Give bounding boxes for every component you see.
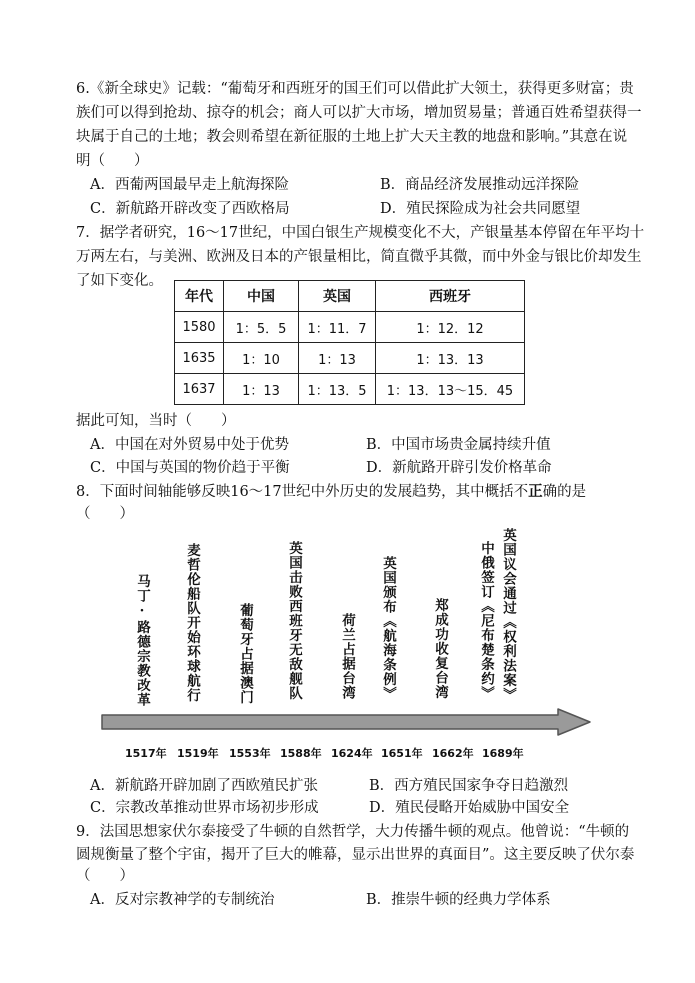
table-cell: 1：5．5: [224, 312, 299, 343]
q8-line-2: （ ）: [76, 506, 134, 522]
table-cell: 1：11．7: [299, 312, 376, 343]
table-cell: 1：13．13: [376, 343, 525, 374]
q6-option-b[interactable]: B．商品经济发展推动远洋探险: [380, 177, 580, 193]
timeline-year: 1588年: [280, 747, 322, 760]
table-cell: 1：12．12: [376, 312, 525, 343]
timeline-year: 1517年: [125, 747, 167, 760]
q6-option-c[interactable]: C．新航路开辟改变了西欧格局: [90, 201, 290, 217]
timeline-event-3: 葡萄牙占据澳门: [237, 603, 253, 705]
q7-option-a[interactable]: A．中国在对外贸易中处于优势: [90, 437, 289, 453]
q6-option-d[interactable]: D．殖民探险成为社会共同愿望: [380, 201, 581, 217]
table-header-cell: 英国: [299, 281, 376, 312]
q7-option-d[interactable]: D．新航路开辟引发价格革命: [366, 460, 552, 476]
q7-option-b[interactable]: B．中国市场贵金属持续升值: [366, 437, 551, 453]
q9-line-1: 9．法国思想家伏尔泰接受了牛顿的自然哲学，大力传播牛顿的观点。他曾说：“牛顿的: [76, 824, 630, 840]
table-cell: 1637: [175, 374, 224, 405]
table-row: [175, 343, 525, 374]
q9-option-a[interactable]: A．反对宗教神学的专制统治: [90, 892, 275, 908]
table-header-cell: 年代: [175, 281, 224, 312]
table-header-row: [175, 281, 525, 312]
q7-option-c[interactable]: C．中国与英国的物价趋于平衡: [90, 460, 290, 476]
timeline-event-6: 英国颁布《航海条例》: [380, 556, 396, 701]
q6-line-1: 6.《新全球史》记载：“葡萄牙和西班牙的国王们可以借此扩大领土，获得更多财富；贵: [76, 81, 634, 97]
table-cell: 1：13: [224, 374, 299, 405]
table-cell: 1：13．5: [299, 374, 376, 405]
timeline-year: 1624年: [331, 747, 373, 760]
timeline-year: 1553年: [229, 747, 271, 760]
timeline-event-9: 英国议会通过《权利法案》: [500, 528, 516, 702]
q6-option-a[interactable]: A．西葡两国最早走上航海探险: [90, 177, 289, 193]
table-cell: 1580: [175, 312, 224, 343]
q6-line-2: 族们可以得到抢劫、掠夺的机会；商人可以扩大市场，增加贸易量；普通百姓希望获得一: [76, 105, 642, 121]
gold-silver-ratio-table: [174, 280, 525, 405]
timeline-arrow: [100, 707, 595, 739]
table-cell: 1635: [175, 343, 224, 374]
q7-line-3: 了如下变化。: [76, 273, 163, 289]
q8-option-b[interactable]: B．西方殖民国家争夺日趋激烈: [369, 778, 569, 794]
timeline-year: 1651年: [381, 747, 423, 760]
q9-line-2: 圆规衡量了整个宇宙，揭开了巨大的帷幕，显示出世界的真面目”。这主要反映了伏尔泰: [76, 847, 635, 863]
table-row: [175, 312, 525, 343]
q7-line-1: 7．据学者研究，16～17世纪，中国白银生产规模变化不大，产银量基本停留在年平均十: [76, 225, 645, 241]
q7-line-2: 万两左右，与美洲、欧洲及日本的产银量相比，简直微乎其微，而中外金与银比价却发生: [76, 249, 642, 265]
timeline-year: 1689年: [482, 747, 524, 760]
timeline-event-5: 荷兰占据台湾: [339, 613, 355, 700]
timeline-event-8: 中俄签订《尼布楚条约》: [478, 541, 494, 701]
q8-option-d[interactable]: D．殖民侵略开始威胁中国安全: [369, 800, 570, 816]
timeline-event-4: 英国击败西班牙无敌舰队: [286, 541, 302, 701]
q8-option-c[interactable]: C．宗教改革推动世界市场初步形成: [90, 800, 319, 816]
q8-line-1-tail: 确的是: [542, 484, 587, 500]
q9-option-b[interactable]: B．推崇牛顿的经典力学体系: [366, 892, 551, 908]
table-cell: 1：10: [224, 343, 299, 374]
q9-line-3: （ ）: [76, 868, 134, 884]
timeline-year: 1662年: [432, 747, 474, 760]
table-row: [175, 374, 525, 405]
q6-line-3: 块属于自己的土地；教会则希望在新征服的土地上扩大天主教的地盘和影响。”其意在说: [76, 129, 628, 145]
timeline-event-2: 麦哲伦船队开始环球航行: [184, 543, 200, 703]
table-header-cell: 中国: [224, 281, 299, 312]
q8-line-1-text: 8．下面时间轴能够反映16～17世纪中外历史的发展趋势，其中概括不: [76, 484, 529, 500]
q8-line-1: [76, 482, 586, 502]
timeline-event-7: 郑成功收复台湾: [432, 598, 448, 700]
table-cell: 1：13．13～15．45: [376, 374, 525, 405]
q8-option-a[interactable]: A．新航路开辟加剧了西欧殖民扩张: [90, 778, 318, 794]
q7-after-text: 据此可知，当时（ ）: [76, 413, 236, 429]
timeline-year: 1519年: [177, 747, 219, 760]
q8-emphasis: 正: [528, 484, 543, 500]
table-cell: 1：13: [299, 343, 376, 374]
q6-line-4: 明（ ）: [76, 153, 149, 169]
table-header-cell: 西班牙: [376, 281, 525, 312]
timeline-event-1: 马丁·路德宗教改革: [134, 574, 150, 707]
